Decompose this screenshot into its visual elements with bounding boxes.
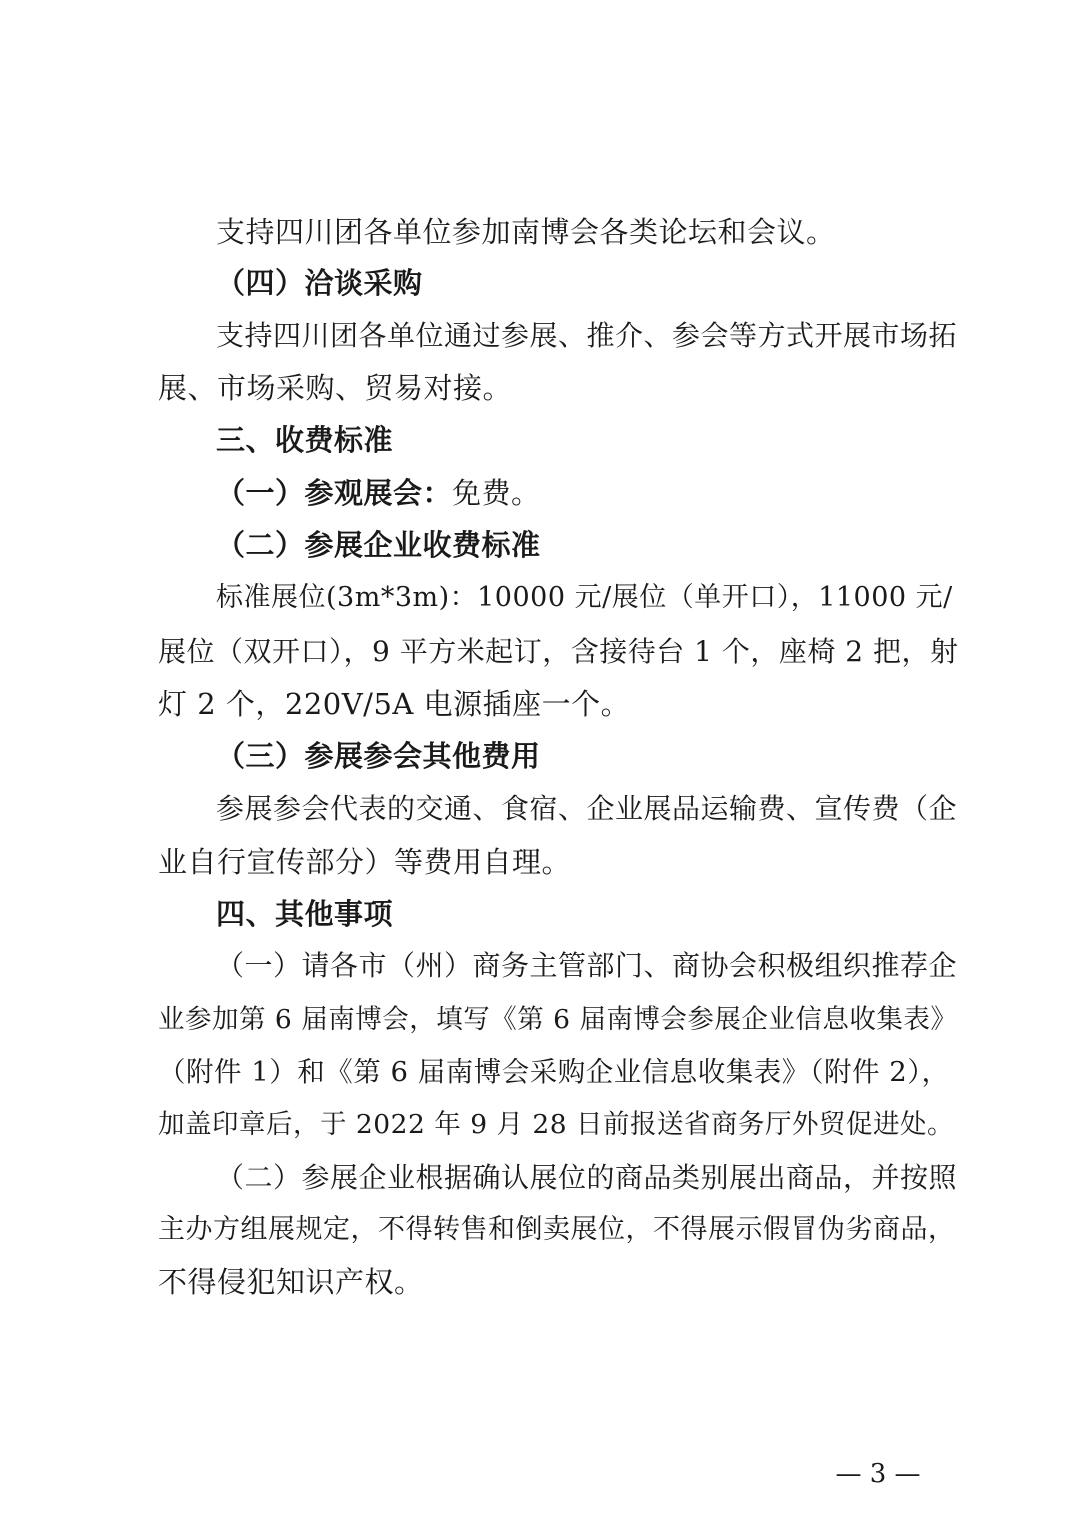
subheading-other-costs: （三）参展参会其他费用 xyxy=(216,739,541,773)
paragraph-line: 业参加第 6 届南博会，填写《第 6 届南博会参展企业信息收集表》 xyxy=(158,1004,958,1035)
paragraph-line: 参展参会代表的交通、食宿、企业展品运输费、宣传费（企 xyxy=(216,792,958,825)
paragraph-line: 支持四川团各单位通过参展、推介、参会等方式开展市场拓 xyxy=(216,319,958,352)
subheading-visit: （一）参观展会： xyxy=(216,476,453,510)
paragraph-line: 支持四川团各单位参加南博会各类论坛和会议。 xyxy=(216,215,836,249)
heading-other-matters: 四、其他事项 xyxy=(216,897,394,931)
paragraph-line-visit xyxy=(216,473,958,513)
paragraph-line: 主办方组展规定，不得转售和倒卖展位，不得展示假冒伪劣商品， xyxy=(158,1214,956,1245)
paragraph-line: （一）请各市（州）商务主管部门、商协会积极组织推荐企 xyxy=(216,949,958,982)
paragraph-line: 展位（双开口），9 平方米起订，含接待台 1 个，座椅 2 把，射 xyxy=(158,635,959,668)
subheading-exhibitor-fees: （二）参展企业收费标准 xyxy=(216,528,541,562)
paragraph-line: （附件 1）和《第 6 届南博会采购企业信息收集表》（附件 2）， xyxy=(158,1056,950,1088)
paragraph-line: 业自行宣传部分）等费用自理。 xyxy=(158,845,572,879)
paragraph-line: 标准展位(3m*3m)：10000 元/展位（单开口），11000 元/ xyxy=(216,582,953,613)
page-number: — 3 — xyxy=(835,1459,921,1489)
paragraph-line: 灯 2 个，220V/5A 电源插座一个。 xyxy=(158,687,631,721)
heading-fees: 三、收费标准 xyxy=(216,423,394,457)
subheading-procurement: （四）洽谈采购 xyxy=(216,266,423,300)
paragraph-line: 展、市场采购、贸易对接。 xyxy=(158,371,513,405)
paragraph-line: （二）参展企业根据确认展位的商品类别展出商品，并按照 xyxy=(216,1161,958,1194)
paragraph-line: 不得侵犯知识产权。 xyxy=(158,1265,424,1299)
visit-fee-value: 免费。 xyxy=(452,476,541,510)
paragraph-line: 加盖印章后，于 2022 年 9 月 28 日前报送省商务厅外贸促进处。 xyxy=(158,1109,955,1140)
